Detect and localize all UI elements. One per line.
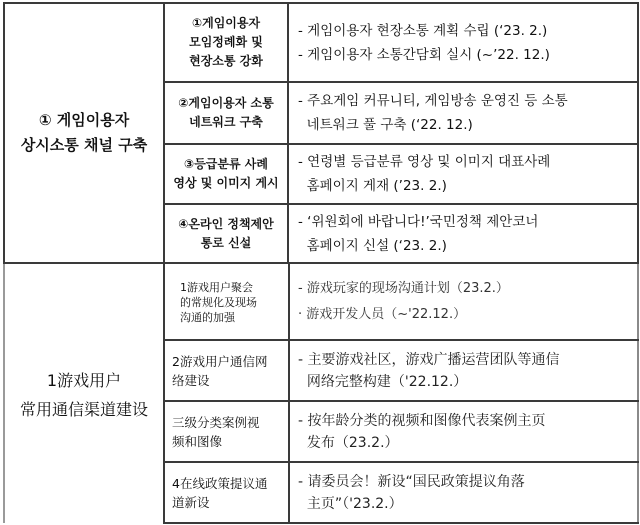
zh-item-2-line2: 网络完整构建（'22.12.） [298,373,468,390]
ko-item-3-line1: - 연령별 등급분류 영상 및 이미지 대표사례 [298,154,551,170]
zh-item-4-line1: - 请委员会！新设“国民政策提议角落 [298,473,525,490]
ko-sub-2-line2: 네트워크 구축 [189,115,263,129]
zh-item-1-line1: - 游戏玩家的现场沟通计划（23.2.） [298,281,509,296]
zh-item-2-line1: - 主要游戏社区，游戏广播运营团队等通信 [298,351,560,368]
zh-sub-cell-2 [172,341,287,400]
ko-sub-2-line1: ②게임이용자 소통 [178,96,274,110]
ko-sub-3-line2: 영상 및 이미지 게시 [173,176,279,190]
zh-sub-1-line3: 沟通的加强 [180,310,235,324]
zh-border-right [637,264,639,523]
ko-item-cell-1 [298,4,636,81]
zh-column-divider-2 [288,264,290,523]
ko-column-divider-2 [287,2,289,264]
zh-sub-2-line2: 络建设 [172,372,210,388]
ko-item-2-line1: - 주요게임 커뮤니티, 게임방송 운영진 등 소통 [298,93,568,109]
ko-item-cell-3 [298,145,636,203]
zh-item-cell-2 [298,341,636,400]
zh-main-title-line2: 常用通信渠道建设 [19,399,148,419]
zh-item-3-line1: - 按年龄分类的视频和图像代表案例主页 [298,412,546,429]
ko-sub-3-line1: ③등급분류 사례 [184,157,268,171]
ko-sub-cell-1 [165,4,287,81]
ko-sub-4-line1: ④온라인 정책제안 [178,216,274,231]
zh-main-cell [5,266,163,523]
ko-border-bottom [3,262,639,264]
zh-column-divider-1 [163,264,165,523]
ko-item-4-line2: 홈페이지 신설 (‘23. 2.) [298,237,447,254]
zh-sub-2-line1: 2游戏用户通信网 [172,353,268,369]
ko-border-right [637,2,639,264]
ko-sub-cell-2 [165,83,287,143]
ko-sub-1-line3: 현장소통 강화 [189,54,263,68]
zh-sub-4-line2: 道新设 [172,494,210,510]
zh-sub-3-line1: 三级分类案例视 [172,414,260,430]
ko-sub-cell-3 [165,145,287,203]
zh-sub-cell-3 [172,402,287,461]
zh-border-bottom [163,522,639,524]
ko-main-title-line2: 상시소통 채널 구축 [20,136,148,154]
ko-item-cell-4 [298,205,636,262]
ko-sub-1-line1: ①게임이용자 [191,16,261,30]
zh-sub-cell-1 [180,265,286,339]
zh-sub-3-line2: 频和图像 [172,433,223,449]
zh-sub-cell-4 [172,463,287,522]
ko-main-title-line1: ① 게임이용자 [38,111,130,129]
zh-item-cell-3 [298,402,636,461]
zh-item-4-line2: 主页”（'23.2.） [298,495,403,512]
ko-sub-cell-4 [165,205,287,262]
ko-item-1-line1: - 게임이용자 현장소통 계획 수립 (‘23. 2.) [298,22,548,39]
zh-item-cell-1 [298,265,636,339]
zh-sub-4-line1: 4在线政策提议通 [172,475,268,491]
zh-item-3-line2: 发布（23.2.） [298,434,399,451]
ko-item-4-line1: - ‘위원회에 바랍니다!’국민정책 제안코너 [298,213,539,230]
ko-sub-4-line2: 통로 신설 [200,235,252,250]
zh-sub-1-line1: 1游戏用户聚会 [180,280,253,294]
zh-main-title-line1: 1游戏用户 [46,370,122,390]
ko-sub-1-line2: 모임정례화 및 [189,35,263,49]
zh-sub-1-line2: 的常规化及现场 [180,295,257,309]
zh-item-cell-4 [298,463,636,522]
zh-item-1-line2: · 游戏开发人员（~'22.12.） [298,307,467,322]
ko-item-1-line2: - 게임이용자 소통간담회 실시 (~’22. 12.) [298,46,550,63]
ko-item-3-line2: 홈페이지 게재 (’23. 2.) [298,178,447,194]
ko-main-cell [5,4,163,262]
ko-item-cell-2 [298,83,636,143]
ko-item-2-line2: 네트워크 풀 구축 (‘22. 12.) [298,117,473,133]
